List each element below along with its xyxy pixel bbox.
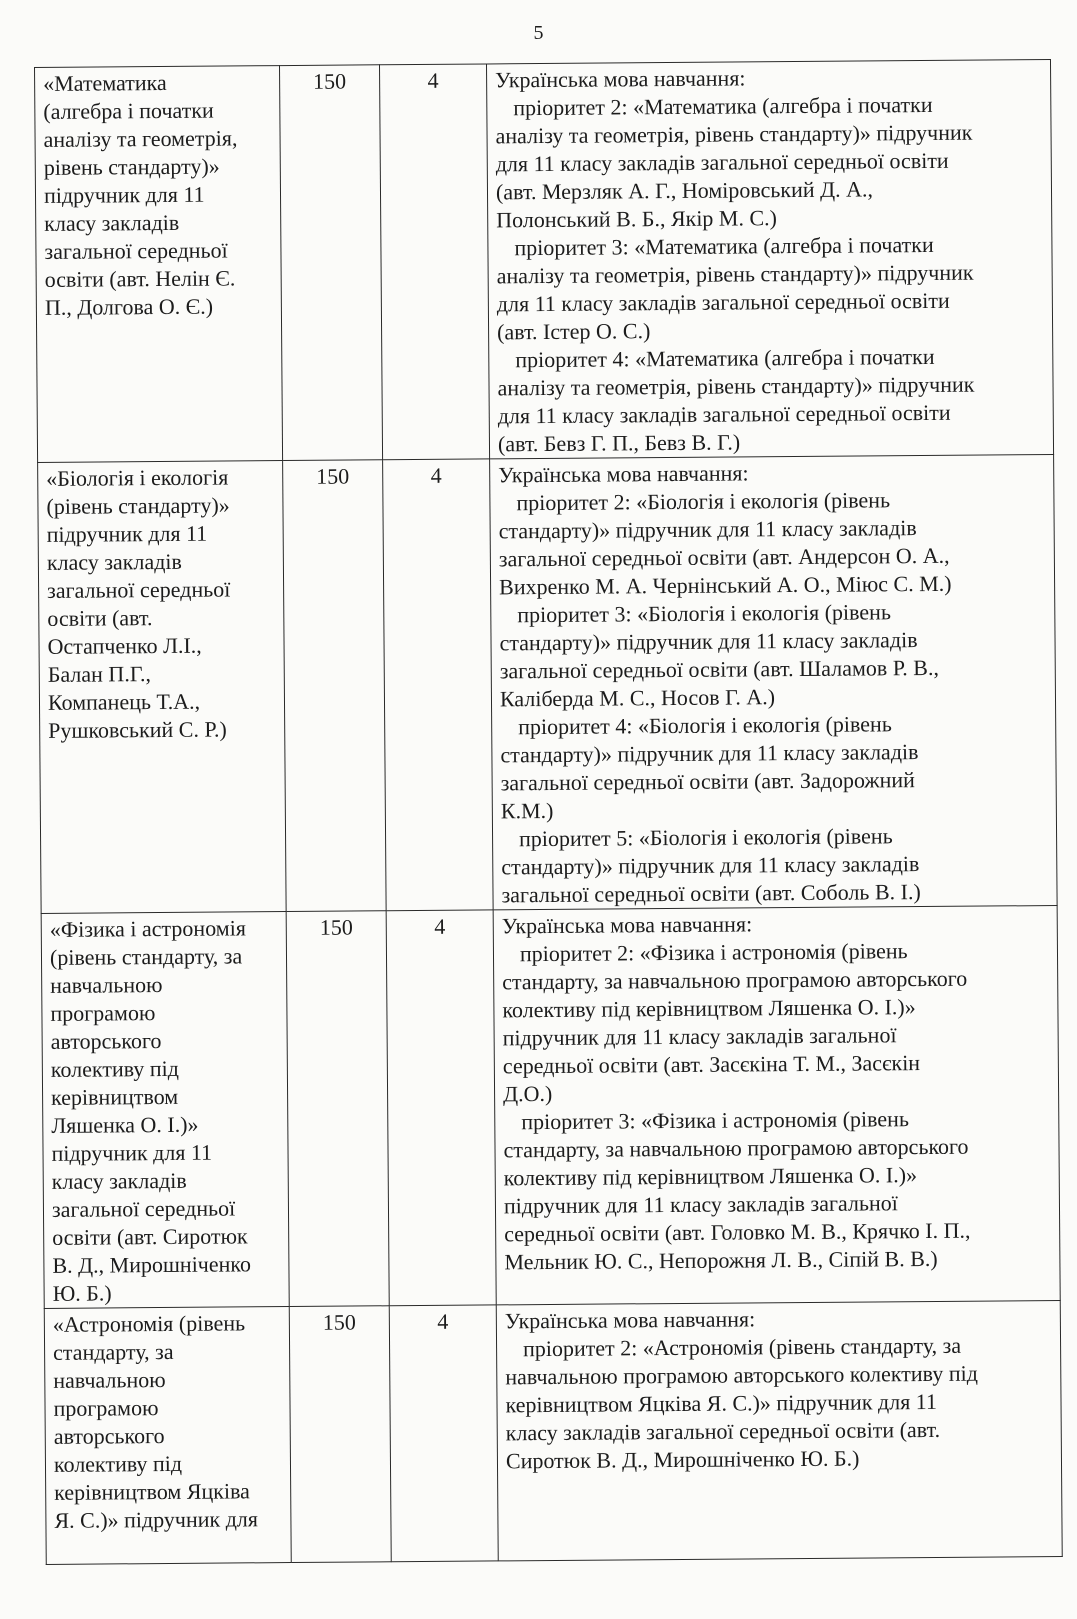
title-line: підручник для 11 [46, 520, 208, 547]
title-line: (рівень стандарту, за [49, 943, 243, 970]
textbook-title-cell [41, 912, 289, 1309]
title-line: колективу під [53, 1450, 183, 1477]
priority-line: класу закладів загальної середньої освіти (авт. [505, 1416, 941, 1446]
title-line: класу закладів [46, 548, 182, 575]
title-line: програмою [53, 1395, 159, 1421]
textbook-table [34, 59, 1063, 1565]
title-line: освіти (авт. Нелін Є. [44, 265, 236, 292]
priority-line: стандарту, за навчальною програмою авторського [502, 965, 968, 995]
priority-line: аналізу та геометрія, рівень стандарту)» підручник [495, 119, 973, 149]
priorities-cell [490, 455, 1058, 910]
priority-line: пріоритет 2: «Фізика і астрономія (рівень [519, 938, 908, 967]
textbook-title-cell [44, 1307, 291, 1565]
title-line: «Астрономія (рівень [52, 1310, 246, 1337]
priority-line: пріоритет 4: «Біологія і екологія (рівень [518, 711, 892, 740]
priority-line: загальної середньої освіти (авт. Андерсон О. А., [498, 542, 950, 572]
code-cell: 4 [386, 910, 496, 1306]
title-line: освіти (авт. [47, 605, 153, 631]
language-heading: Українська мова навчання: [501, 911, 753, 939]
title-line: Ляшенка О. І.)» [51, 1111, 199, 1138]
title-line: Остапченко Л.І., [47, 632, 202, 659]
title-line: Компанець Т.А., [47, 688, 201, 715]
priorities-cell [493, 905, 1060, 1304]
priority-line: стандарту)» підручник для 11 класу закладів [498, 515, 917, 544]
title-line: Балан П.Г., [47, 661, 152, 687]
count-cell: 150 [279, 65, 382, 461]
title-line: навчальною [53, 1367, 166, 1393]
priority-line: пріоритет 3: «Біологія і екологія (рівень [517, 599, 892, 628]
priority-line: колективу під керівництвом Ляшенка О. І.)» [502, 994, 916, 1023]
title-line: навчальною [50, 972, 163, 998]
title-line: загальної середньої [47, 576, 231, 603]
priority-line: середньої освіти (авт. Засєкіна Т. М., Засєкін [502, 1050, 921, 1079]
title-line: аналізу та геометрія, [43, 125, 238, 152]
priority-line: Каліберда М. С., Носов Г. А.) [499, 684, 776, 712]
language-heading: Українська мова навчання: [495, 65, 746, 93]
page-number: 5 [533, 22, 544, 44]
title-line: «Біологія і екологія [46, 464, 229, 491]
priority-line: колективу під керівництвом Ляшенка О. І.)» [503, 1162, 918, 1191]
title-line: авторського [50, 1028, 162, 1054]
priority-line: підручник для 11 класу закладів загальної [503, 1190, 898, 1219]
title-line: В. Д., Мирошніченко [52, 1251, 252, 1278]
priority-line: для 11 класу закладів загальної середньої освіти [497, 399, 951, 429]
priority-line: пріоритет 5: «Біологія і екологія (рівень [518, 823, 893, 852]
code-cell: 4 [379, 64, 489, 460]
title-line: «Фізика і астрономія [49, 915, 246, 942]
title-line: загальної середньої [51, 1195, 236, 1222]
textbook-title-cell [35, 66, 283, 463]
title-line: класу закладів [44, 209, 180, 236]
priority-line: керівництвом Яцківа Я. С.)» підручник для 11 [505, 1388, 938, 1418]
priority-line: пріоритет 2: «Астрономія (рівень стандарту, за [522, 1332, 962, 1362]
textbook-title-cell [38, 461, 287, 914]
priority-line: аналізу та геометрія, рівень стандарту)» підручник [496, 259, 974, 289]
title-line: Я. С.)» підручник для [54, 1506, 259, 1533]
title-line: (алгебра і початки [43, 97, 214, 124]
priority-line: стандарту)» підручник для 11 класу закладів [499, 627, 918, 656]
priority-line: Сиротюк В. Д., Мирошніченко Ю. Б.) [505, 1445, 860, 1474]
title-line: керівництвом Яцківа [54, 1478, 250, 1505]
priority-line: загальної середньої освіти (авт. Задорожний [500, 767, 915, 796]
priority-line: пріоритет 3: «Математика (алгебра і початки [514, 231, 934, 261]
title-line: П., Долгова О. Є.) [44, 293, 214, 320]
priority-line: (авт. Мерзляк А. Г., Номіровський Д. А., [495, 176, 874, 205]
priorities-cell [496, 1300, 1062, 1560]
title-line: підручник для 11 [43, 181, 205, 208]
priority-line: підручник для 11 класу закладів загальної [502, 1022, 897, 1051]
title-line: керівництвом [50, 1083, 179, 1110]
priority-line: стандарту, за навчальною програмою авторського [503, 1133, 969, 1163]
table-row [44, 1300, 1062, 1564]
priority-line: Полонський В. Б., Якір М. С.) [496, 205, 778, 233]
title-line: рівень стандарту)» [43, 153, 220, 180]
title-line: Рушковський С. Р.) [48, 716, 227, 743]
language-heading: Українська мова навчання: [504, 1306, 756, 1334]
table-row [38, 455, 1058, 914]
priority-line: для 11 класу закладів загальної середньої освіти [496, 287, 950, 317]
priority-line: К.М.) [500, 797, 554, 824]
title-line: авторського [53, 1423, 165, 1449]
code-cell: 4 [389, 1305, 498, 1562]
priority-line: пріоритет 3: «Фізика і астрономія (рівень [521, 1106, 910, 1135]
priority-line: пріоритет 4: «Математика (алгебра і початки [515, 343, 935, 373]
title-line: програмою [50, 1000, 156, 1026]
priority-line: пріоритет 2: «Біологія і екологія (рівень [516, 487, 891, 516]
priority-line: Вихренко М. А. Чернінський А. О., Міюс С. М.) [498, 570, 952, 600]
count-cell: 150 [289, 1306, 391, 1563]
priority-line: навчальною програмою авторського колективу під [505, 1360, 978, 1390]
title-line: Ю. Б.) [52, 1280, 112, 1306]
priority-line: Мельник Ю. С., Непорожня Л. В., Сіпій В. В.) [504, 1245, 938, 1275]
language-heading: Українська мова навчання: [498, 460, 749, 488]
priority-line: Д.О.) [502, 1080, 553, 1107]
priority-line: стандарту)» підручник для 11 класу закладів [500, 739, 919, 768]
title-line: освіти (авт. Сиротюк [52, 1223, 248, 1250]
priority-line: стандарту)» підручник для 11 класу закладів [501, 851, 920, 880]
count-cell: 150 [283, 460, 387, 912]
priority-line: середньої освіти (авт. Головко М. В., Крячко І. П., [504, 1217, 971, 1247]
title-line: стандарту, за [52, 1338, 174, 1365]
priority-line: для 11 класу закладів загальної середньої освіти [495, 147, 949, 177]
priority-line: загальної середньої освіти (авт. Шаламов Р. В., [499, 654, 940, 684]
priority-line: (авт. Істер О. С.) [496, 318, 651, 345]
title-line: загальної середньої [44, 237, 228, 264]
priority-line: (авт. Бевз Г. П., Бевз В. Г.) [497, 429, 741, 457]
priorities-cell [486, 60, 1053, 459]
code-cell: 4 [383, 459, 494, 911]
title-line: підручник для 11 [51, 1139, 213, 1166]
priority-line: загальної середньої освіти (авт. Соболь В. І.) [501, 879, 921, 908]
title-line: (рівень стандарту)» [46, 492, 230, 519]
priority-line: пріоритет 2: «Математика (алгебра і початки [513, 91, 933, 121]
priority-line: аналізу та геометрія, рівень стандарту)» підручник [497, 371, 975, 401]
title-line: «Математика [43, 69, 167, 96]
title-line: колективу під [50, 1055, 179, 1082]
table-row [41, 905, 1060, 1308]
table-row [35, 60, 1054, 463]
title-line: класу закладів [51, 1167, 187, 1194]
count-cell: 150 [286, 911, 389, 1307]
